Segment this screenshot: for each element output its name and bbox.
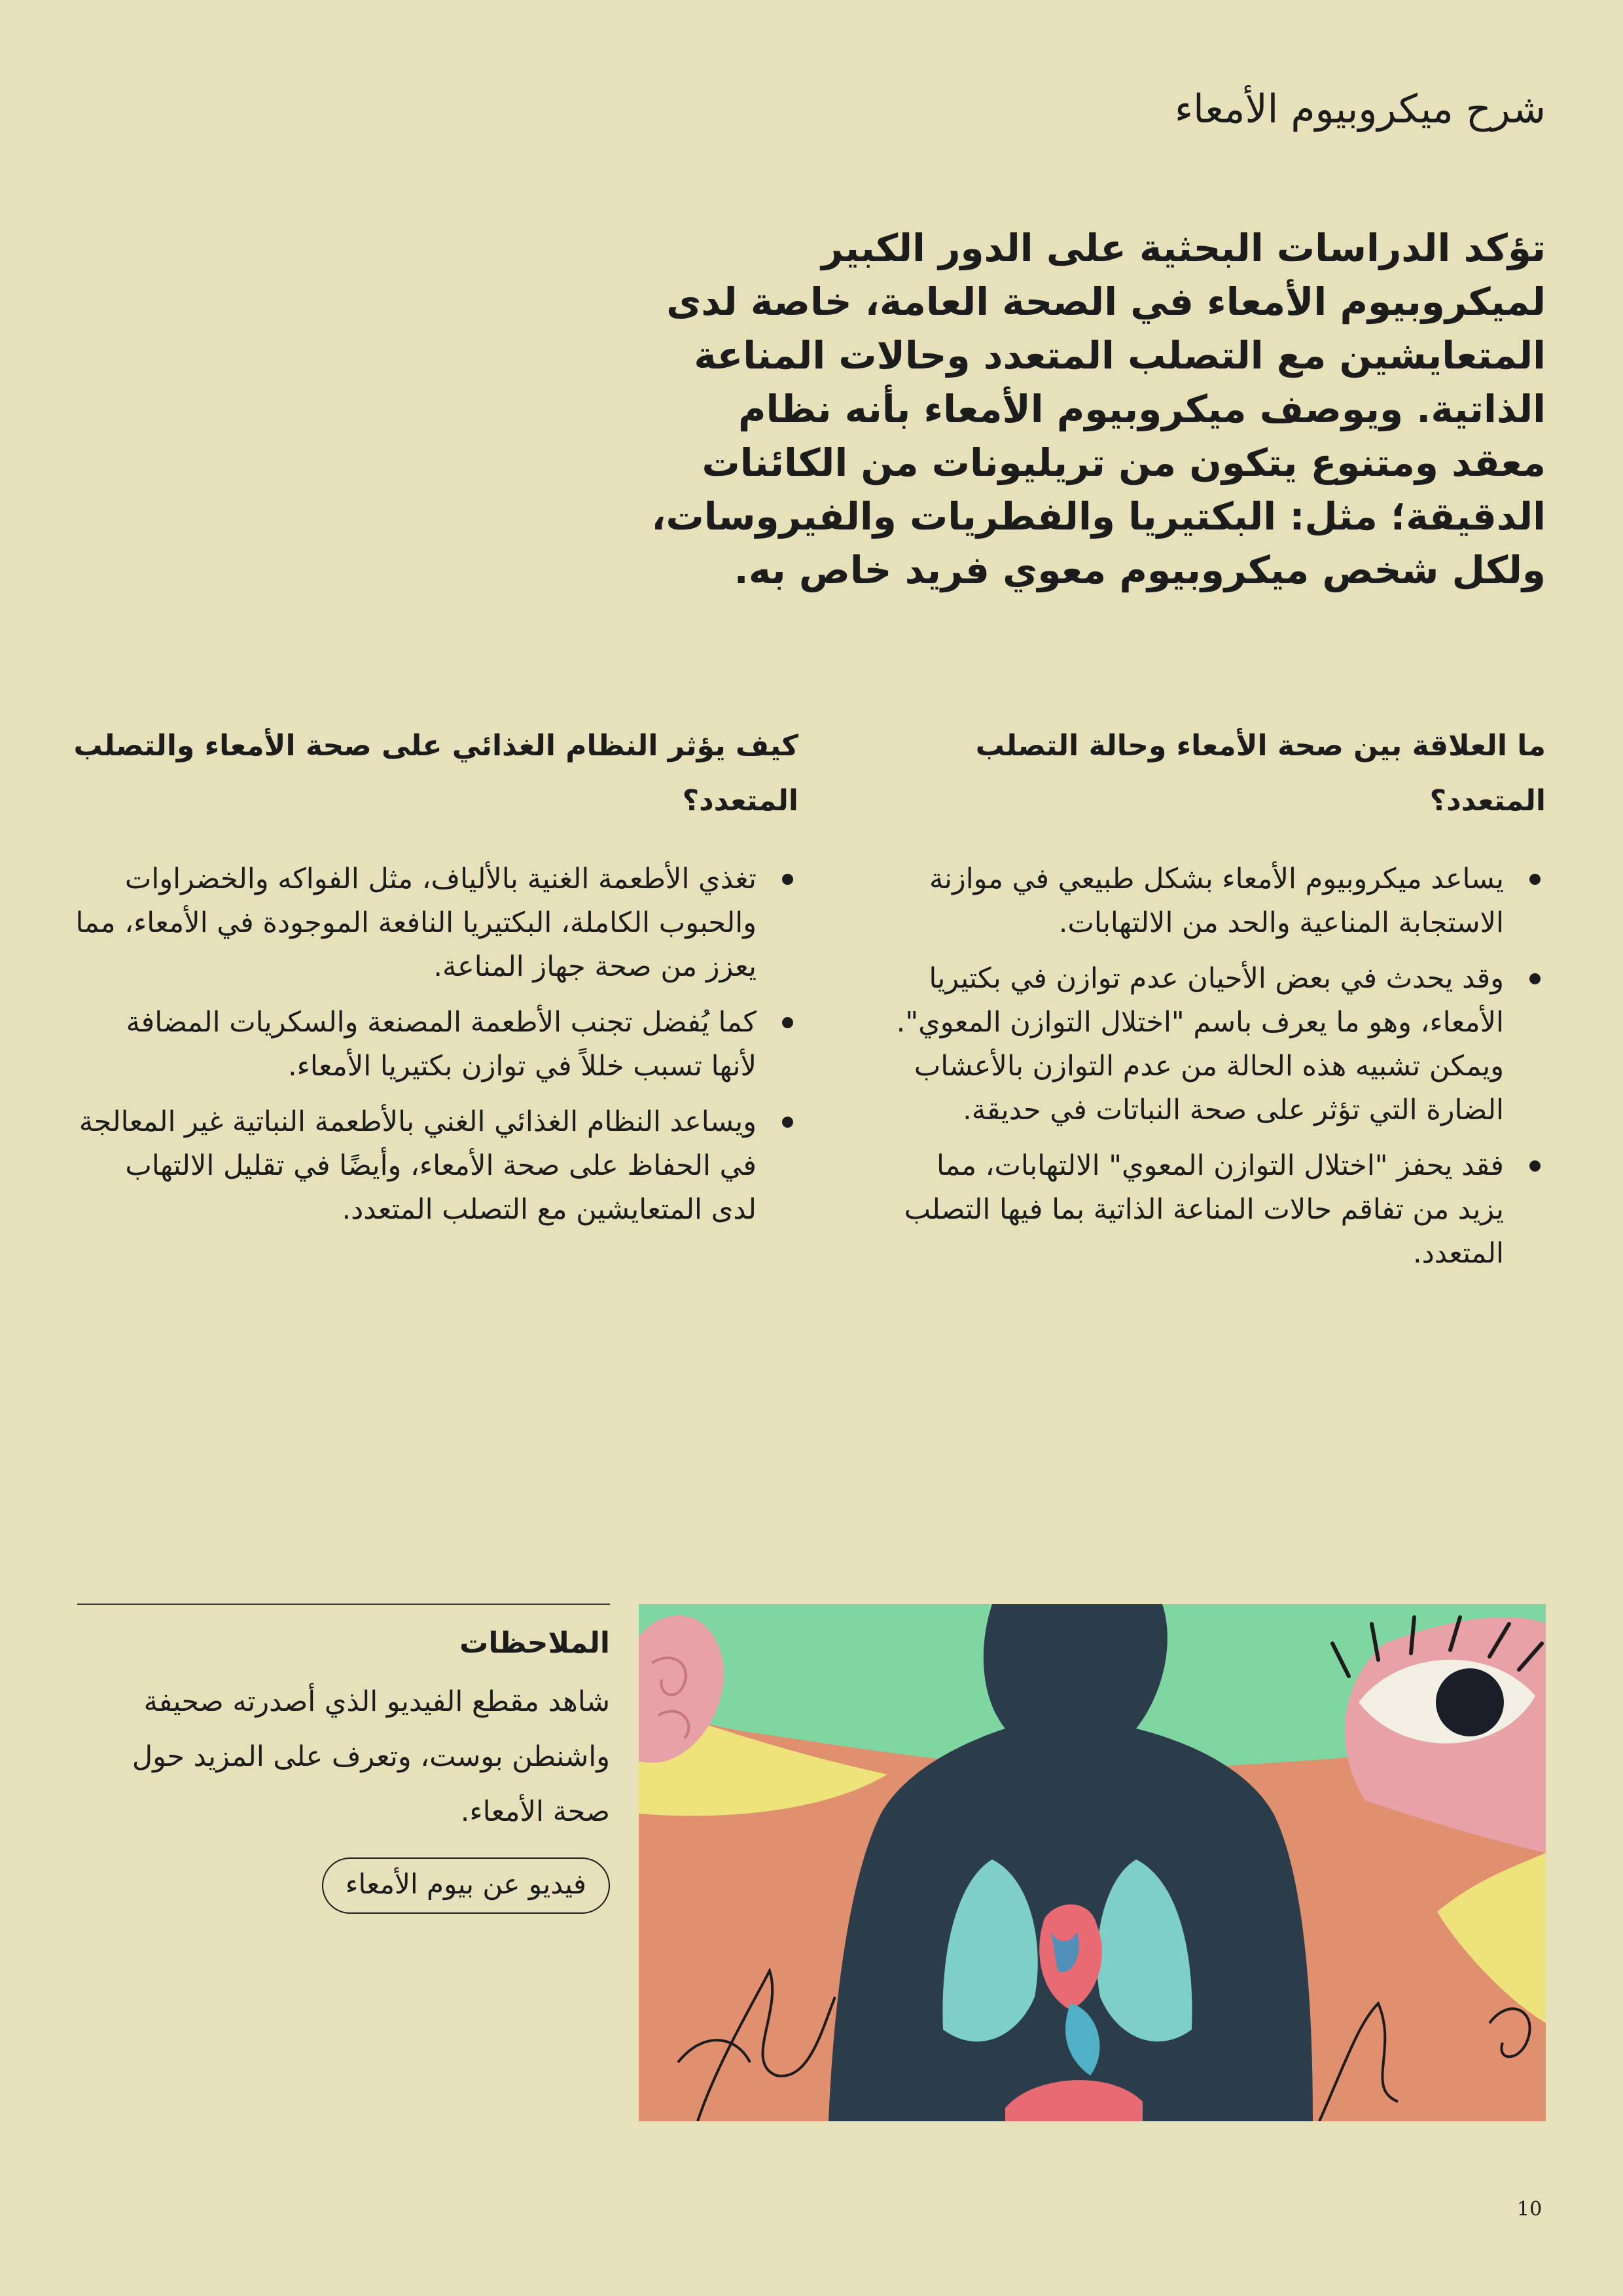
notes-heading: الملاحظات — [459, 1626, 610, 1660]
list-item-text: تغذي الأطعمة الغنية بالألياف، مثل الفواكه والخضراوات والحبوب الكاملة، البكتيريا النافعة الموجودة في الأمعاء، مما يعزز من صحة جهاز المناعة. — [75, 863, 757, 983]
section-gut-ms-relation — [891, 719, 1546, 1287]
page-title: شرح ميكروبيوم الأمعاء — [1174, 86, 1546, 132]
illustration-art — [639, 1604, 1546, 2121]
page-number: 10 — [1517, 2198, 1543, 2221]
list-item-text: كما يُفضل تجنب الأطعمة المصنعة والسكريات المضافة لأنها تسبب خللاً في توازن بكتيريا الأمعاء. — [126, 1006, 757, 1083]
bullet-list — [72, 857, 798, 1232]
list-item — [891, 957, 1546, 1132]
list-item-text: وقد يحدث في بعض الأحيان عدم توازن في بكتيريا الأمعاء، وهو ما يعرف باسم "اختلال التوازن المعوي". ويمكن تشبيه هذه الحالة من عدم التوازن بالأعشاب الضارة التي تؤثر على صحة النباتات في حديقة. — [896, 962, 1504, 1126]
notes-box — [77, 1604, 610, 1914]
notes-body: شاهد مقطع الفيديو الذي أصدرته صحيفة واشنطن بوست، وتعرف على المزيد حول صحة الأمعاء. — [132, 1685, 610, 1828]
bullet-icon — [1529, 973, 1541, 984]
list-item — [72, 1100, 798, 1232]
lead-paragraph: تؤكد الدراسات البحثية على الدور الكبير لميكروبيوم الأمعاء في الصحة العامة، خاصة لدى المتعايشين مع التصلب المتعدد وحالات المناعة الذاتية. ويوصف ميكروبيوم الأمعاء بأنه نظام معقد ومتنوع يتكون من تريليونات من الكائنات الدقيقة؛ مثل: البكتيريا والفطريات والفيروسات، ولكل شخص ميكروبيوم معوي فريد خاص به. — [651, 226, 1546, 592]
bullet-icon — [782, 1117, 793, 1128]
bullet-icon — [782, 874, 793, 885]
list-item-text: فقد يحفز "اختلال التوازن المعوي" الالتهابات، مما يزيد من تفاقم حالات المناعة الذاتية بما فيها التصلب المتعدد. — [904, 1149, 1504, 1270]
list-item-text: ويساعد النظام الغذائي الغني بالأطعمة النباتية غير المعالجة في الحفاظ على صحة الأمعاء، وأيضًا في تقليل الالتهاب لدى المتعايشين مع التصلب المتعدد. — [79, 1105, 757, 1226]
section-diet-effect — [72, 719, 798, 1244]
list-item — [72, 857, 798, 989]
list-item — [72, 1001, 798, 1088]
section-heading: ما العلاقة بين صحة الأمعاء وحالة التصلب المتعدد؟ — [975, 729, 1546, 817]
list-item — [891, 1144, 1546, 1276]
gut-microbiome-illustration — [639, 1604, 1546, 2121]
bullet-icon — [1529, 1160, 1541, 1172]
bullet-icon — [782, 1017, 793, 1028]
list-item — [891, 857, 1546, 945]
section-heading: كيف يؤثر النظام الغذائي على صحة الأمعاء والتصلب المتعدد؟ — [73, 729, 798, 817]
video-link-button[interactable]: فيديو عن بيوم الأمعاء — [322, 1857, 610, 1914]
bullet-list — [891, 857, 1546, 1276]
divider — [77, 1604, 610, 1605]
list-item-text: يساعد ميكروبيوم الأمعاء بشكل طبيعي في موازنة الاستجابة المناعية والحد من الالتهابات. — [929, 863, 1504, 939]
bullet-icon — [1529, 874, 1541, 885]
